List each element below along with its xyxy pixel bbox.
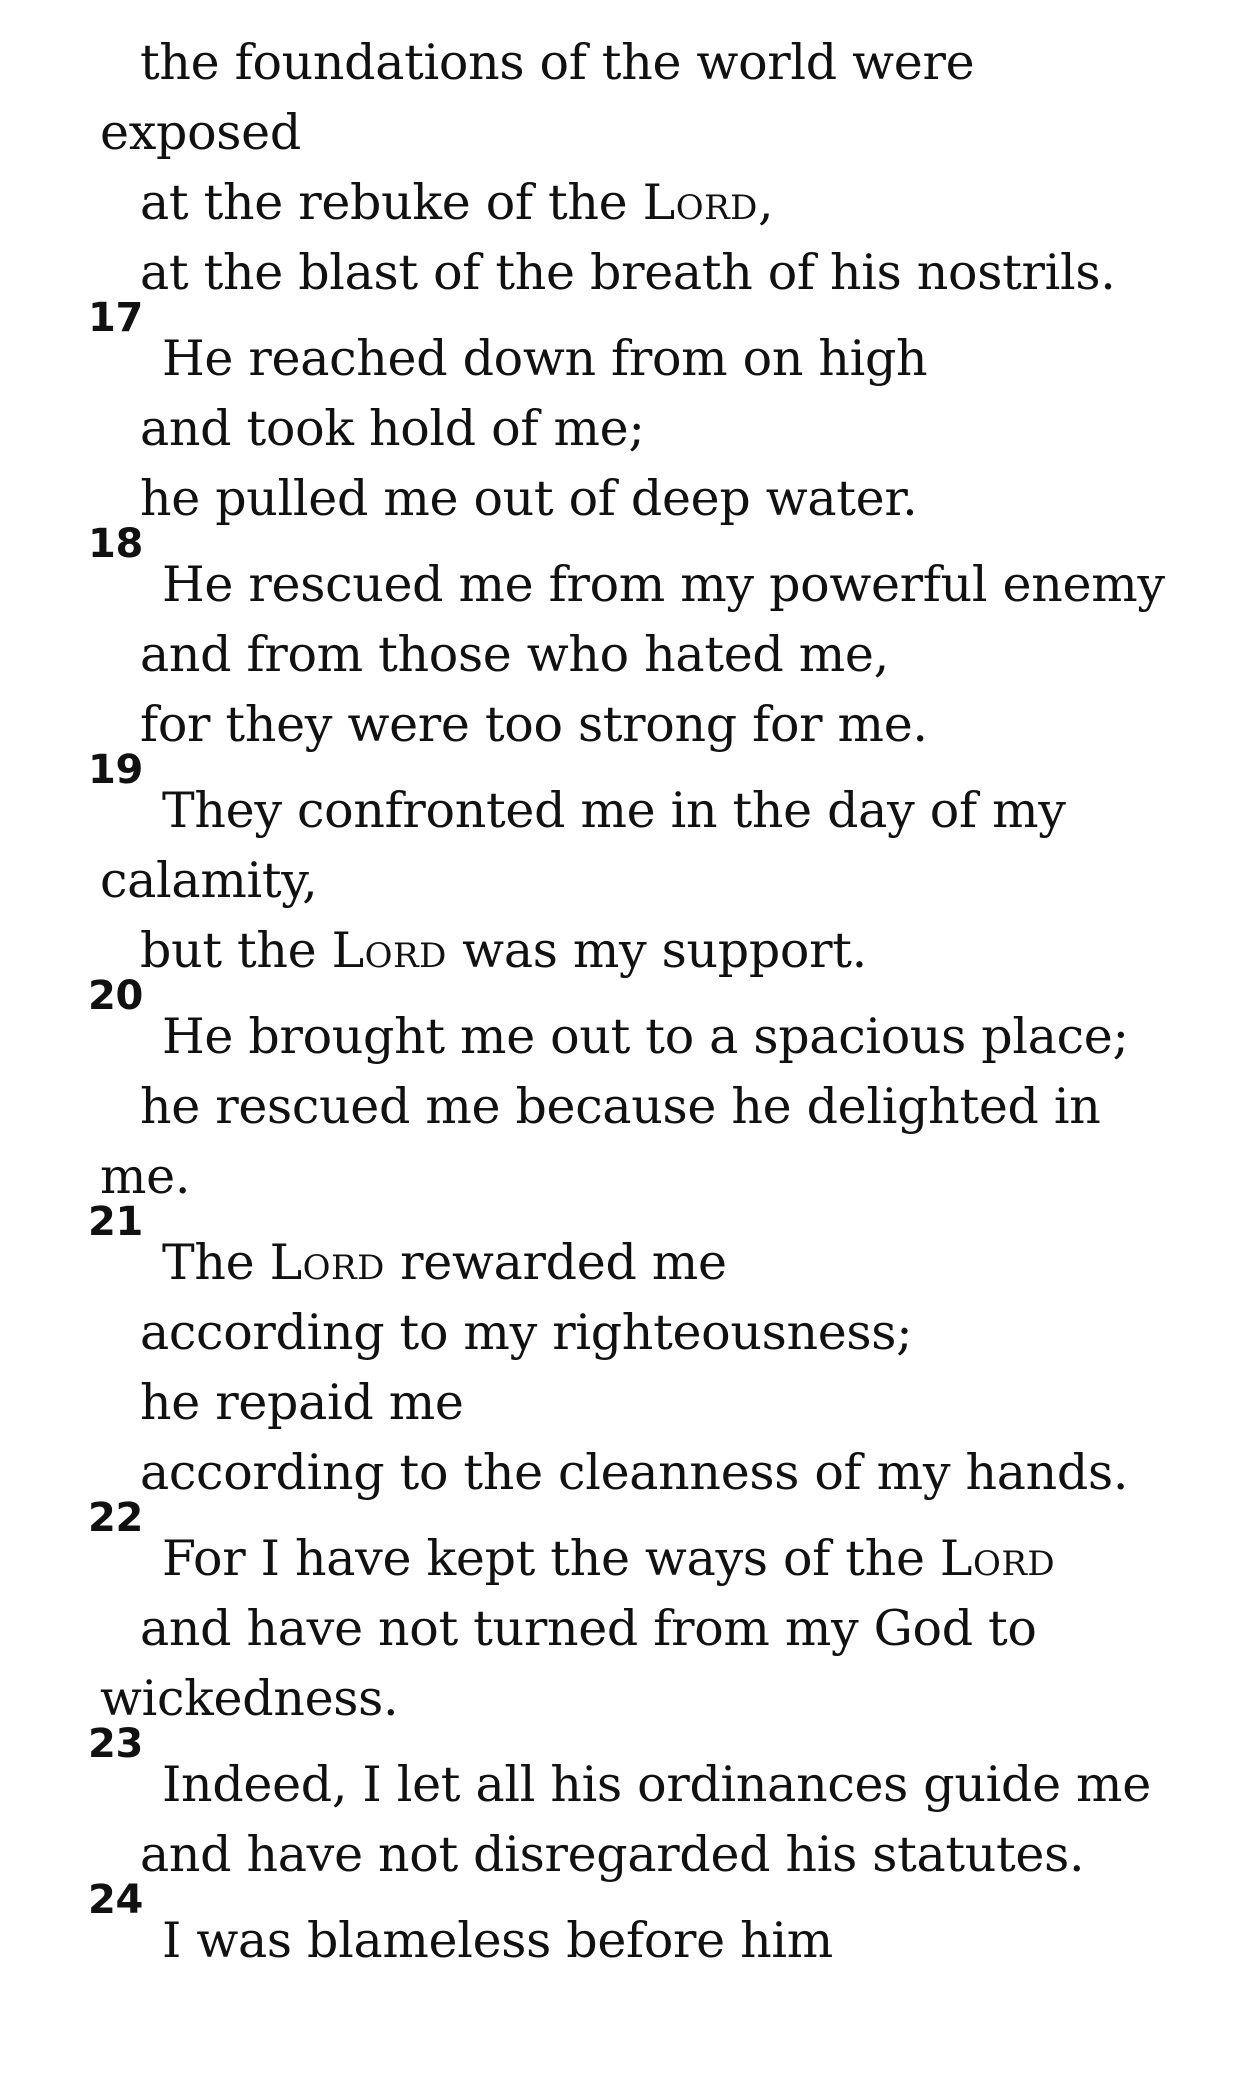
text-line: and from those who hated me, (140, 626, 889, 683)
verse-line (88, 1495, 1220, 1594)
verse-line (88, 521, 1220, 620)
text-line: calamity, (100, 852, 318, 909)
text-line: and have not disregarded his statutes. (140, 1826, 1085, 1883)
text-line: me. (100, 1148, 191, 1205)
text-line (100, 168, 1220, 238)
verse-text: They confronted me in the day of my (162, 782, 1066, 839)
text-line: and took hold of me; (140, 400, 645, 457)
verse-number: 21 (88, 1199, 144, 1245)
lord-small-caps: Lord (331, 922, 447, 979)
verse-text: He brought me out to a spacious place; (162, 1008, 1129, 1065)
text-line: he rescued me because he delighted in (140, 1078, 1101, 1135)
text-line: exposed (100, 104, 301, 161)
lord-small-caps: Lord (269, 1234, 385, 1291)
verse-number: 22 (88, 1495, 144, 1541)
text-line: he pulled me out of deep water. (140, 470, 918, 527)
verse-line (88, 1721, 1220, 1820)
verse-line (88, 1877, 1220, 1976)
text-line: for they were too strong for me. (140, 696, 928, 753)
lord-small-caps: Lord (642, 174, 758, 231)
text-fragment: For I have kept the ways of the (162, 1530, 940, 1587)
verse-line (88, 747, 1220, 846)
text-line: the foundations of the world were (140, 34, 975, 91)
text-line: according to my righteousness; (140, 1304, 913, 1361)
verse-text: Indeed, I let all his ordinances guide me (162, 1756, 1151, 1813)
verse-number: 17 (88, 295, 144, 341)
verse-line (88, 1199, 1220, 1298)
verse-line (88, 295, 1220, 394)
lord-small-caps: Lord (939, 1530, 1056, 1587)
text-line (100, 916, 1220, 986)
text-line: he repaid me (140, 1374, 464, 1431)
text-fragment: , (757, 174, 774, 231)
verse-text: I was blameless before him (162, 1912, 833, 1969)
verse-number: 23 (88, 1721, 144, 1767)
verse-text: He rescued me from my powerful enemy (162, 556, 1165, 613)
verse-number: 19 (88, 747, 144, 793)
verse-text: He reached down from on high (162, 330, 928, 387)
text-fragment: The (162, 1234, 270, 1291)
verse-text (100, 1508, 1055, 1594)
scripture-text (88, 28, 1220, 1976)
text-line: at the blast of the breath of his nostrils. (140, 244, 1116, 301)
text-line: and have not turned from my God to (140, 1600, 1037, 1657)
text-fragment: rewarded me (384, 1234, 727, 1291)
text-line: wickedness. (100, 1670, 399, 1727)
verse-number: 20 (88, 973, 144, 1019)
text-fragment: but the (140, 922, 332, 979)
verse-line (88, 973, 1220, 1072)
verse-number: 24 (88, 1877, 144, 1923)
text-fragment: at the rebuke of the (140, 174, 643, 231)
verse-text (100, 1212, 727, 1298)
verse-number: 18 (88, 521, 144, 567)
text-fragment: was my support. (446, 922, 867, 979)
text-line: according to the cleanness of my hands. (140, 1444, 1129, 1501)
